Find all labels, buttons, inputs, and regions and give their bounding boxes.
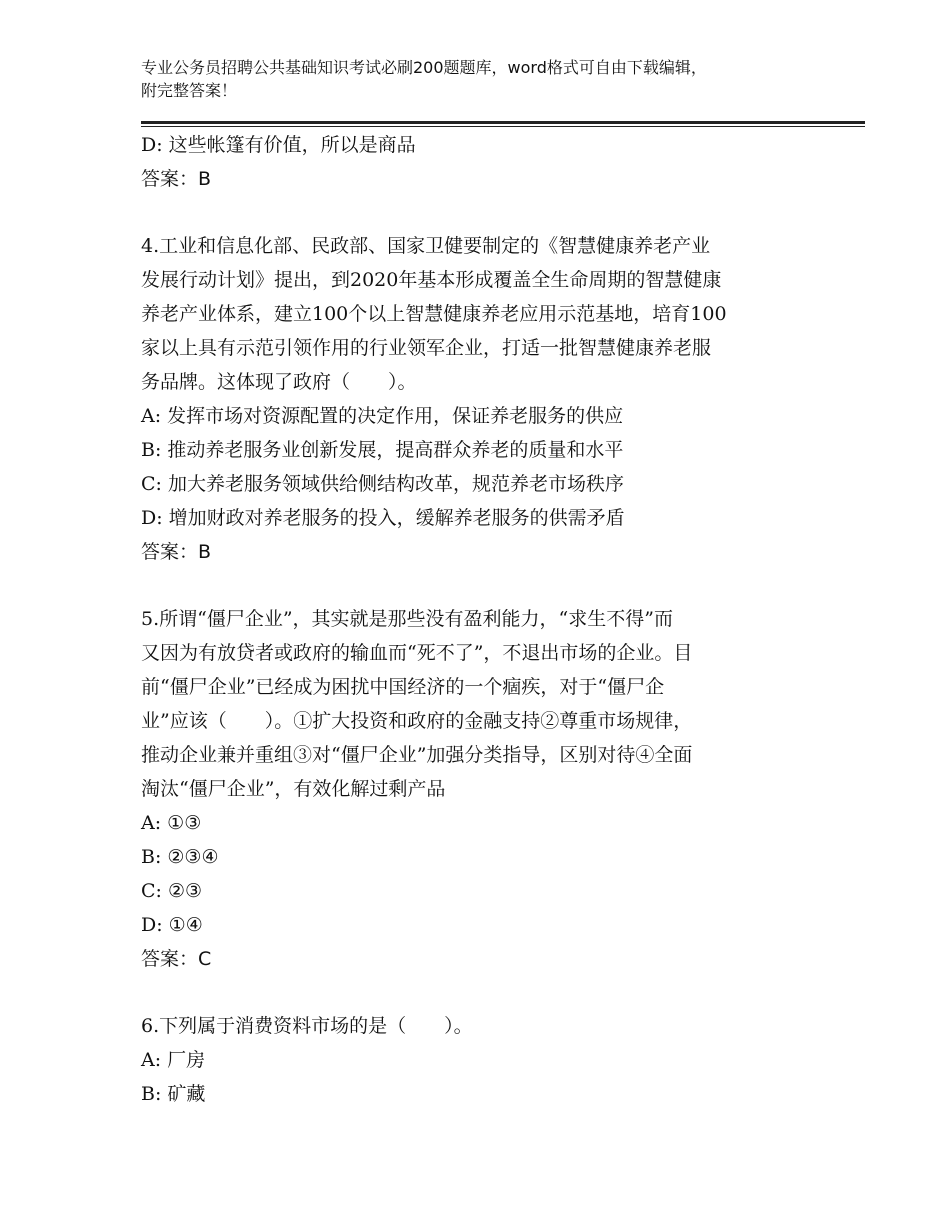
q5-stem-line: 又因为有放贷者或政府的输血而“死不了”，不退出市场的企业。目 (141, 642, 693, 664)
question-4 (141, 229, 821, 569)
q6-option-b: B: 矿藏 (141, 1083, 206, 1105)
q5-option-b: B: ②③④ (141, 846, 219, 868)
page-header (141, 56, 861, 102)
q6-option-a: A: 厂房 (141, 1049, 206, 1071)
q4-stem-line: 4.工业和信息化部、民政部、国家卫健要制定的《智慧健康养老产业 (141, 235, 711, 257)
header-rule-thick (141, 121, 865, 124)
q6-stem-line: 6.下列属于消费资料市场的是（ ）。 (141, 1015, 473, 1037)
q4-answer: 答案：B (141, 541, 212, 563)
q4-option-a: A: 发挥市场对资源配置的决定作用，保证养老服务的供应 (141, 405, 624, 427)
q5-option-c: C: ②③ (141, 880, 203, 902)
q4-option-d: D: 增加财政对养老服务的投入，缓解养老服务的供需矛盾 (141, 507, 625, 529)
q4-stem-line: 务品牌。这体现了政府（ ）。 (141, 371, 417, 393)
q5-stem-line: 前“僵尸企业”已经成为困扰中国经济的一个痼疾，对于“僵尸企 (141, 676, 665, 698)
q4-option-c: C: 加大养老服务领域供给侧结构改革，规范养老市场秩序 (141, 473, 624, 495)
q5-stem-line: 淘汰“僵尸企业”，有效化解过剩产品 (141, 778, 446, 800)
q5-stem-line: 5.所谓“僵尸企业”，其实就是那些没有盈利能力，“求生不得”而 (141, 608, 673, 630)
header-line-1: 专业公务员招聘公共基础知识考试必刷200题题库，word格式可自由下载编辑， (141, 58, 707, 77)
q4-stem-line: 发展行动计划》提出，到2020年基本形成覆盖全生命周期的智慧健康 (141, 269, 722, 291)
q4-stem-line: 养老产业体系，建立100个以上智慧健康养老应用示范基地，培育100 (141, 303, 727, 325)
question-3-tail (141, 128, 821, 196)
q5-stem-line: 推动企业兼并重组③对“僵尸企业”加强分类指导，区别对待④全面 (141, 744, 693, 766)
document-body (141, 128, 821, 1111)
spacer (141, 196, 821, 229)
header-rule-thin (141, 126, 865, 127)
q5-option-a: A: ①③ (141, 812, 202, 834)
q5-option-d: D: ①④ (141, 914, 203, 936)
header-line-2: 附完整答案！ (141, 81, 238, 100)
q4-option-b: B: 推动养老服务业创新发展，提高群众养老的质量和水平 (141, 439, 624, 461)
q3-answer: 答案：B (141, 168, 212, 190)
question-6 (141, 1009, 821, 1111)
spacer (141, 976, 821, 1009)
question-5 (141, 602, 821, 976)
spacer (141, 569, 821, 602)
q5-answer: 答案：C (141, 948, 212, 970)
q3-option-d: D: 这些帐篷有价值，所以是商品 (141, 134, 416, 156)
q4-stem-line: 家以上具有示范引领作用的行业领军企业，打适一批智慧健康养老服 (141, 337, 712, 359)
q5-stem-line: 业”应该（ ）。①扩大投资和政府的金融支持②尊重市场规律， (141, 710, 693, 732)
